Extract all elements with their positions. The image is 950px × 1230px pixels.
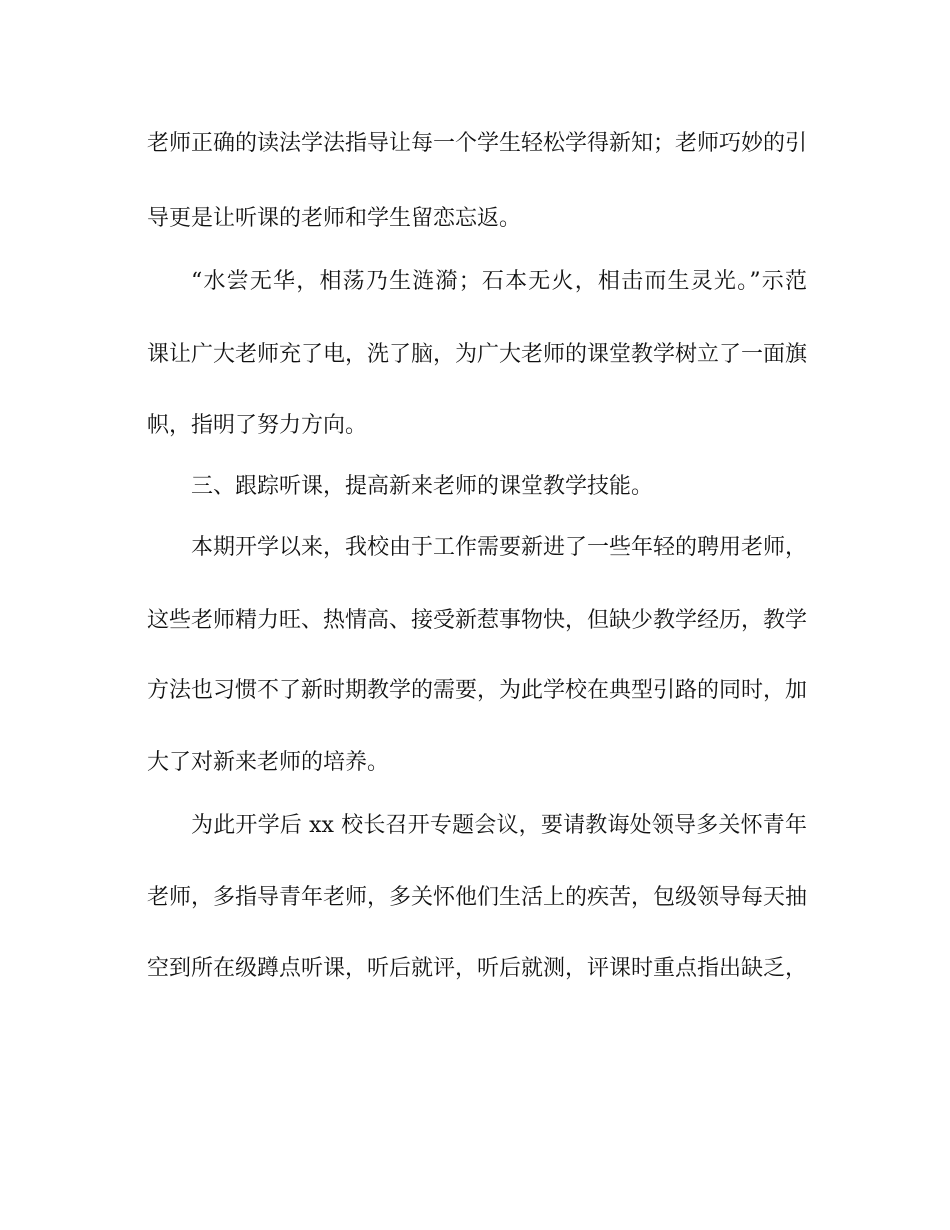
- text-line-2: 导更是让听课的老师和学生留恋忘返。: [147, 206, 522, 231]
- text-line-11: 为此开学后 xx 校长召开专题会议，要请教诲处领导多关怀青年: [191, 813, 807, 838]
- text-line-10: 大了对新来老师的培养。: [147, 750, 390, 775]
- text-line-12: 老师，多指导青年老师，多关怀他们生活上的疾苦，包级领导每天抽: [147, 885, 807, 910]
- text-line-5: 帜，指明了努力方向。: [147, 413, 368, 438]
- text-line-1: 老师正确的读法学法指导让每一个学生轻松学得新知；老师巧妙的引: [147, 131, 807, 156]
- text-line-7: 本期开学以来，我校由于工作需要新进了一些年轻的聘用老师，: [191, 535, 807, 560]
- text-line-3: “水尝无华，相荡乃生涟漪；石本无火，相击而生灵光。”示范: [191, 269, 807, 294]
- section-heading: 三、跟踪听课，提高新来老师的课堂教学技能。: [191, 474, 654, 499]
- text-line-13: 空到所在级蹲点听课，听后就评，听后就测，评课时重点指出缺乏，: [147, 956, 807, 981]
- text-line-9: 方法也习惯不了新时期教学的需要，为此学校在典型引路的同时，加: [147, 678, 807, 703]
- text-line-4: 课让广大老师充了电，洗了脑，为广大老师的课堂教学树立了一面旗: [147, 342, 807, 367]
- text-line-8: 这些老师精力旺、热情高、接受新惹事物快，但缺少教学经历，教学: [147, 608, 807, 633]
